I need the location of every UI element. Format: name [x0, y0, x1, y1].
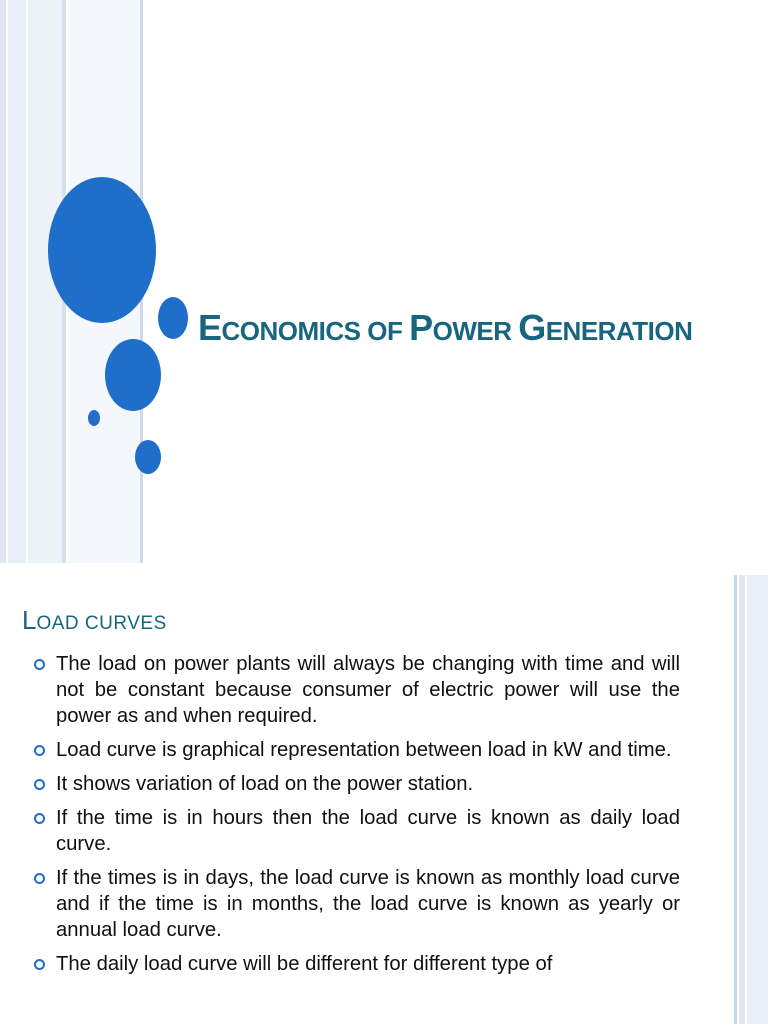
bullet-circle-icon: [34, 813, 45, 824]
title-text: OWER: [432, 316, 519, 346]
decorative-stripe: [734, 575, 737, 1024]
title-text: ENERATION: [545, 316, 693, 346]
bullet-circle-icon: [34, 959, 45, 970]
bullet-item: It shows variation of load on the power station.: [32, 771, 680, 797]
decorative-circle-large: [48, 177, 156, 323]
decorative-circle-small: [135, 440, 161, 474]
decorative-stripe: [739, 575, 745, 1024]
decorative-stripes: [734, 575, 768, 1024]
decorative-circle-tiny: [88, 410, 100, 426]
decorative-circle-small: [158, 297, 188, 339]
bullet-circle-icon: [34, 745, 45, 756]
slide-title: [198, 308, 758, 351]
title-initial: G: [518, 307, 546, 348]
heading-initial: L: [22, 605, 37, 635]
title-initial: P: [409, 307, 433, 348]
bullet-item: If the time is in hours then the load curve is known as daily load curve.: [32, 805, 680, 857]
title-initial: E: [198, 307, 222, 348]
bullet-item: The load on power plants will always be changing with time and will not be constant because consumer of electric power will use the power as and when required.: [32, 651, 680, 729]
slide-heading: [22, 603, 167, 641]
bullet-circle-icon: [34, 659, 45, 670]
bullet-item: The daily load curve will be different for different type of: [32, 951, 680, 977]
decorative-circle-medium: [105, 339, 161, 411]
decorative-stripe: [747, 575, 768, 1024]
content-slide: [0, 575, 768, 1024]
heading-text: OAD CURVES: [36, 613, 167, 634]
bullet-list: [32, 651, 680, 985]
bullet-circle-icon: [34, 779, 45, 790]
slide-separator: [0, 563, 768, 575]
decorative-stripe: [0, 0, 6, 563]
title-text: CONOMICS OF: [221, 316, 410, 346]
decorative-stripe: [8, 0, 26, 563]
bullet-item: Load curve is graphical representation between load in kW and time.: [32, 737, 680, 763]
bullet-circle-icon: [34, 873, 45, 884]
bullet-item: If the times is in days, the load curve is known as monthly load curve and if the time is in months, the load curve is known as yearly or annual load curve.: [32, 865, 680, 943]
